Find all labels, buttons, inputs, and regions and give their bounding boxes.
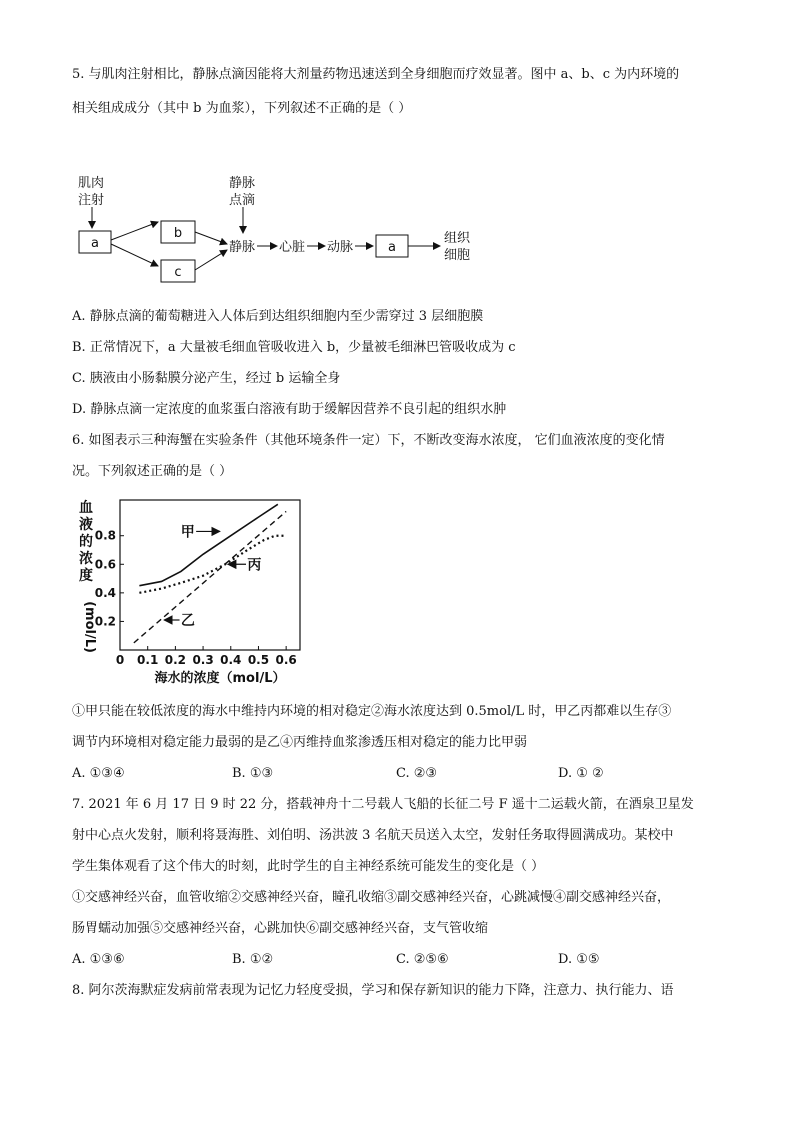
q6-choice-a: A. ①③④	[72, 766, 125, 781]
q7-choice-a: A. ①③⑥	[72, 952, 125, 967]
tissue-label-1: 组织	[444, 231, 471, 246]
q7-choice-c: C. ②⑤⑥	[396, 952, 449, 967]
y-tick-label: 0.2	[94, 614, 116, 629]
arrow-b-to-vein	[195, 232, 227, 244]
vein-label: 静脉	[229, 240, 256, 255]
q7-choice-b: B. ①②	[232, 952, 274, 967]
box-c-label: c	[174, 265, 182, 280]
box-b-label: b	[173, 226, 183, 241]
x-tick-label: 0.6	[275, 653, 297, 667]
y-tick-label: 0.8	[94, 528, 116, 543]
y-tick-label: 0.6	[94, 557, 116, 572]
y-axis-title-char: 液	[79, 517, 93, 533]
q6-statements-line-2: 调节内环境相对稳定能力最弱的是乙④丙维持血浆渗透压相对稳定的能力比甲弱	[72, 735, 528, 750]
series-line-dotted	[139, 536, 286, 593]
x-tick-label: 0.4	[220, 653, 242, 667]
q6-stem-line-2: 况。下列叙述正确的是（ ）	[72, 464, 233, 479]
heart-label: 心脏	[279, 240, 306, 255]
x-tick-label: 0.1	[137, 653, 159, 667]
q6-choice-b: B. ①③	[232, 766, 274, 781]
q6-chart	[72, 492, 322, 692]
im-injection-label-1: 肌肉	[78, 176, 105, 191]
q6-choice-d: D. ① ②	[558, 766, 604, 781]
arrow-a-to-c	[111, 244, 158, 266]
q5-diagram	[72, 170, 492, 280]
q7-stem-line-1: 7. 2021 年 6 月 17 日 9 时 22 分，搭载神舟十二号载人飞船的长征二号 F 遥十二运载火箭，在酒泉卫星发	[72, 797, 694, 812]
iv-drip-label-2: 点滴	[229, 193, 256, 208]
q5-option-c: C. 胰液由小肠黏膜分泌产生，经过 b 运输全身	[72, 371, 341, 386]
x-tick-label: 0.3	[192, 653, 214, 667]
q7-statements-line-2: 肠胃蠕动加强⑤交感神经兴奋，心跳加快⑥副交感神经兴奋，支气管收缩	[72, 921, 489, 936]
annotation-jia: 甲	[180, 524, 195, 541]
q5-option-b: B. 正常情况下，a 大量被毛细血管吸收进入 b，少量被毛细淋巴管吸收成为 c	[72, 340, 516, 355]
q6-stem-line-1: 6. 如图表示三种海蟹在实验条件（其他环境条件一定）下，不断改变海水浓度， 它们血液浓度的变化情	[72, 433, 665, 448]
box-a-right-label: a	[388, 240, 396, 255]
q5-stem-line-2: 相关组成成分（其中 b 为血浆），下列叙述不正确的是（ ）	[72, 101, 412, 116]
iv-drip-label-1: 静脉	[229, 176, 256, 191]
y-axis-title-char: 血	[79, 500, 93, 516]
y-axis-title-char: 度	[79, 568, 93, 584]
q7-stem-line-2: 射中心点火发射，顺利将聂海胜、刘伯明、汤洪波 3 名航天员送入太空，发射任务取得圆满成功。某校中	[72, 828, 674, 843]
box-a-left-label: a	[91, 236, 99, 251]
q7-stem-line-3: 学生集体观看了这个伟大的时刻，此时学生的自主神经系统可能发生的变化是（ ）	[72, 859, 545, 874]
x-axis-title: 海水的浓度（mol/L）	[154, 671, 286, 686]
q7-choice-d: D. ①⑤	[558, 952, 600, 967]
y-axis-title-char: 的	[79, 534, 93, 550]
x-tick-label: 0.5	[247, 653, 270, 667]
q6-choice-c: C. ②③	[396, 766, 438, 781]
annotation-yi: 乙	[180, 613, 195, 629]
q6-statements-line-1: ①甲只能在较低浓度的海水中维持内环境的相对稳定②海水浓度达到 0.5mol/L 时，甲乙丙都难以生存③	[72, 704, 672, 719]
im-injection-label-2: 注射	[78, 193, 105, 208]
annotation-bing: 丙	[247, 557, 262, 574]
y-tick-label: 0.4	[94, 585, 116, 600]
x-tick-label: 0	[115, 653, 125, 667]
artery-label: 动脉	[327, 240, 354, 255]
q5-stem-line-1: 5. 与肌肉注射相比，静脉点滴因能将大剂量药物迅速送到全身细胞而疗效显著。图中 a、b、c 为内环境的	[72, 67, 680, 82]
arrow-c-to-vein	[195, 250, 227, 270]
x-tick-label: 0.2	[164, 653, 187, 667]
q5-option-d: D. 静脉点滴一定浓度的血浆蛋白溶液有助于缓解因营养不良引起的组织水肿	[72, 402, 507, 417]
y-axis-title-unit: (mol/L)	[82, 601, 97, 653]
tissue-label-2: 细胞	[444, 248, 471, 263]
y-axis-title-char: 浓	[79, 551, 93, 567]
q5-option-a: A. 静脉点滴的葡萄糖进入人体后到达组织细胞内至少需穿过 3 层细胞膜	[72, 309, 484, 324]
q7-statements-line-1: ①交感神经兴奋，血管收缩②交感神经兴奋，瞳孔收缩③副交感神经兴奋，心跳减慢④副交感神经兴奋，	[72, 890, 671, 905]
arrow-a-to-b	[111, 222, 158, 240]
q8-stem-line-1: 8. 阿尔茨海默症发病前常表现为记忆力轻度受损，学习和保存新知识的能力下降，注意力、执行能力、语	[72, 983, 674, 998]
